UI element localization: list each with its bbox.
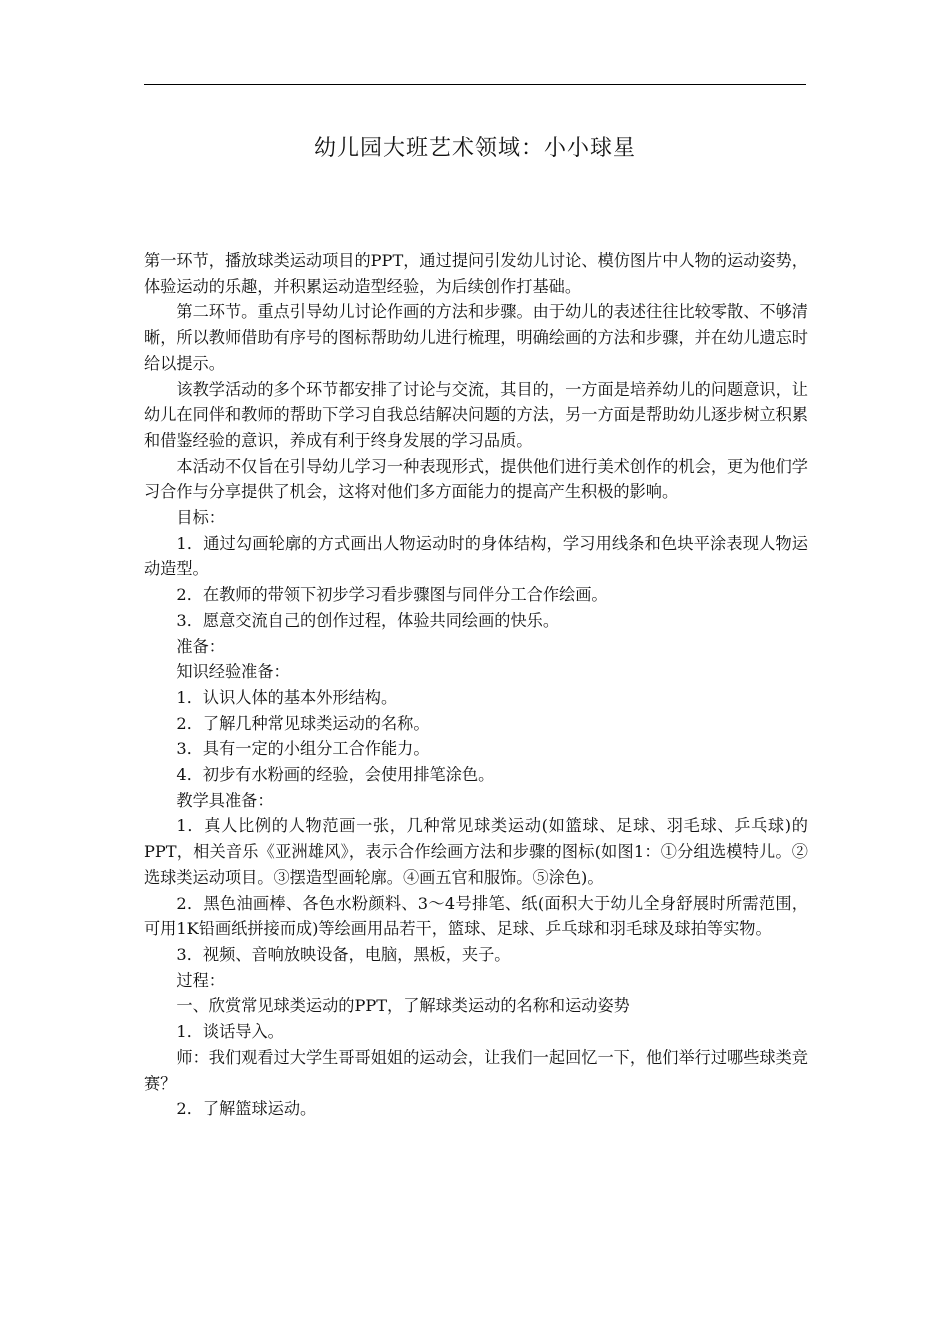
list-item: 1．真人比例的人物范画一张，几种常见球类运动(如篮球、足球、羽毛球、乒乓球)的PPT，相关音乐《亚洲雄风》，表示合作绘画方法和步骤的图标(如图1：①分组选模特儿。②选球类运动项目。③摆造型画轮廓。④画五官和服饰。⑤涂色)。	[144, 816, 808, 887]
list-item: 1．谈话导入。	[176, 1022, 284, 1042]
list-item: 3．视频、音响放映设备，电脑，黑板，夹子。	[176, 944, 511, 964]
list-item: 2．了解几种常见球类运动的名称。	[176, 713, 430, 733]
paragraph: 第二环节。重点引导幼儿讨论作画的方法和步骤。由于幼儿的表述往往比较零散、不够清晰，所以教师借助有序号的图标帮助幼儿进行梳理，明确绘画的方法和步骤，并在幼儿遗忘时给以提示。	[144, 302, 808, 373]
paragraph: 师：我们观看过大学生哥哥姐姐的运动会，让我们一起回忆一下，他们举行过哪些球类竞赛？	[144, 1047, 808, 1093]
paragraph: 本活动不仅旨在引导幼儿学习一种表现形式，提供他们进行美术创作的机会，更为他们学习合作与分享提供了机会，这将对他们多方面能力的提高产生积极的影响。	[144, 456, 808, 502]
subsection-heading: 一、欣赏常见球类运动的PPT，了解球类运动的名称和运动姿势	[176, 996, 630, 1016]
list-item: 2．在教师的带领下初步学习看步骤图与同伴分工合作绘画。	[176, 585, 608, 605]
document-body	[144, 248, 808, 1122]
list-item: 3．具有一定的小组分工合作能力。	[176, 739, 430, 759]
list-item: 3．愿意交流自己的创作过程，体验共同绘画的快乐。	[176, 610, 560, 630]
subsection-heading: 知识经验准备：	[176, 662, 290, 682]
list-item: 4．初步有水粉画的经验，会使用排笔涂色。	[176, 765, 495, 785]
section-heading: 过程：	[176, 970, 225, 990]
paragraph: 第一环节，播放球类运动项目的PPT，通过提问引发幼儿讨论、模仿图片中人物的运动姿势，体验运动的乐趣，并积累运动造型经验，为后续创作打基础。	[144, 251, 808, 296]
section-heading: 准备：	[176, 636, 225, 656]
list-item: 1．通过勾画轮廓的方式画出人物运动时的身体结构，学习用线条和色块平涂表现人物运动造型。	[144, 533, 808, 579]
paragraph: 该教学活动的多个环节都安排了讨论与交流，其目的，一方面是培养幼儿的问题意识，让幼儿在同伴和教师的帮助下学习自我总结解决问题的方法，另一方面是帮助幼儿逐步树立积累和借鉴经验的意识，养成有利于终身发展的学习品质。	[144, 379, 808, 450]
document-title: 幼儿园大班艺术领域：小小球星	[313, 136, 636, 161]
list-item: 2．黑色油画棒、各色水粉颜料、3～4号排笔、纸(面积大于幼儿全身舒展时所需范围，可用1K铅画纸拼接而成)等绘画用品若干，篮球、足球、乒乓球和羽毛球及球拍等实物。	[144, 893, 808, 939]
list-item: 2．了解篮球运动。	[176, 1099, 317, 1119]
list-item: 1．认识人体的基本外形结构。	[176, 687, 398, 707]
header-rule	[144, 84, 806, 85]
section-heading: 目标：	[176, 508, 225, 528]
subsection-heading: 教学具准备：	[176, 790, 274, 810]
